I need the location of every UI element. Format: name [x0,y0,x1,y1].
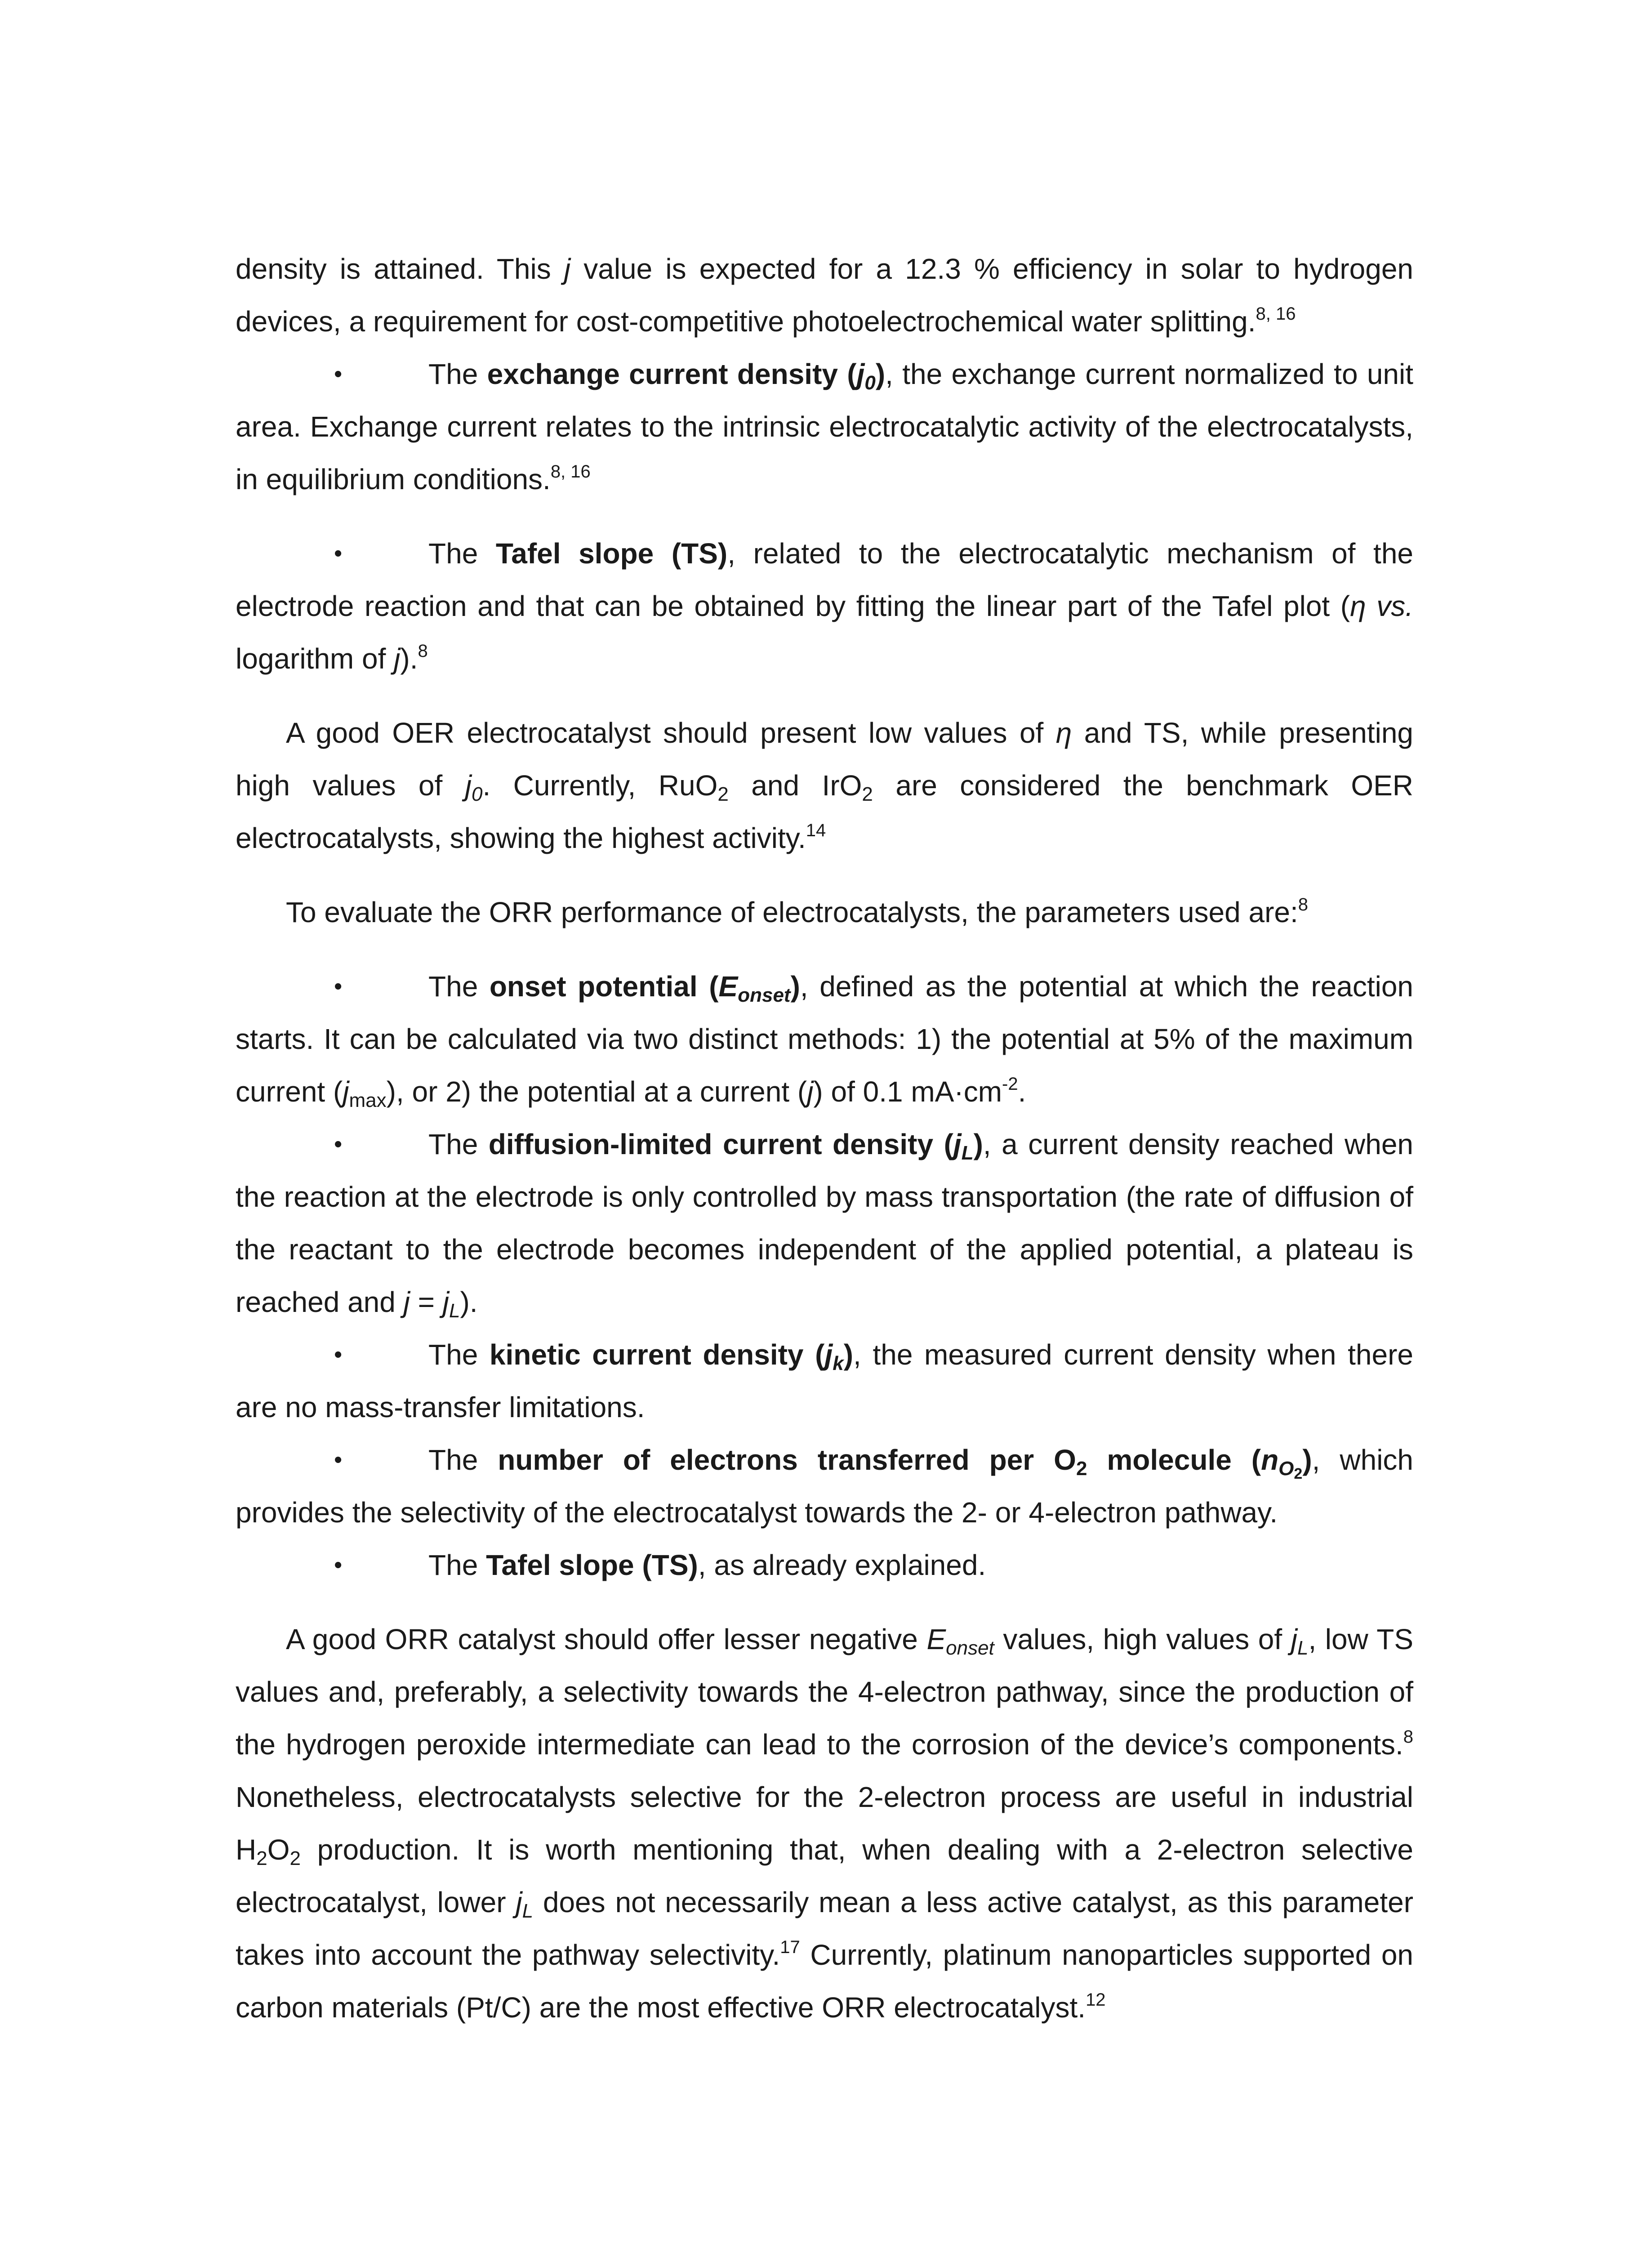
bullet-onset-potential: • The onset potential $(E_{onset})$, defined as the potential at which the reaction starts. It can be calculated via two distinct methods: 1) the potential at 5% of the maximum current $(j_{max})$, or 2) the potential at a current (j) of 0.1 $mA\cdot cm^{-2}$. [236,960,1413,1118]
bullet-icon: • [334,1342,343,1368]
bullet-tafel-slope-2: • The Tafel slope (TS), as already explained. [236,1539,1413,1592]
bullet-icon: • [334,1131,343,1157]
bullet-icon: • [334,973,343,999]
citation: 8, 16 [550,462,591,482]
paragraph-oer-criteria: A good OER electrocatalyst should present low values of η and TS, while presenting high values of $j_0$. Currently, RuO$_2$ and IrO$_2$ are considered the benchmark OER electrocatalysts, showing the highest activity.$^{14}$ [236,717,1414,854]
bullet-exchange-current-density: • The exchange current density $(j_0)$, the exchange current normalized to unit area. Exchange current relates to the intrinsic electrocatalytic activity of the electrocatalysts, in equilibrium conditions.$^{8, 16}$ [236,348,1413,506]
bullet-electrons-transferred: • The number of electrons transferred per $O_2$ molecule $(n_{O_2})$, which provides the selectivity of the electrocatalyst towards the 2- or 4-electron pathway. [236,1434,1413,1539]
document-page [236,0,1413,2248]
paragraph-orr-criteria: A good ORR catalyst should offer lesser negative $E_{onset}$ values, high values of $j_L$, low TS values and, preferably, a selectivity towards the 4-electron pathway, since the production of the hydrogen peroxide intermediate can lead to the corrosion of the device’s components.$^8$ Nonetheless, electrocatalysts selective for the 2-electron process are useful in industrial $H_2O_2$ production. It is worth mentioning that, when dealing with a 2-electron selective electrocatalyst, lower $j_L$ does not necessarily mean a less active catalyst, as this parameter takes into account the pathway selectivity.$^{17}$ Currently, platinum nanoparticles supported on carbon materials (Pt/C) are the most effective ORR electrocatalyst.$^{12}$ [236,1623,1414,2024]
citation: 17 [780,1937,800,1957]
citation: 8, 16 [1256,304,1296,324]
term-tafel-slope: Tafel slope (TS) [486,1549,698,1581]
citation: 8 [418,641,428,661]
bullet-icon: • [334,540,343,566]
bullet-icon: • [334,361,343,387]
citation: 8 [1403,1727,1413,1747]
term-exchange-current-density: exchange current density $(j_0)$ [487,358,886,394]
term-diffusion-limited-current-density: diffusion-limited current density $(j_L)$ [488,1128,983,1164]
term-kinetic-current-density: kinetic current density $(j_k)$ [489,1338,854,1374]
term-electrons-transferred: number of electrons transferred per $O_2$ molecule $(n_{O_2})$ [498,1444,1312,1482]
bullet-kinetic-current-density: • The kinetic current density $(j_k)$, the measured current density when there are no mass-transfer limitations. [236,1329,1413,1434]
bullet-icon: • [334,1552,343,1578]
body-text [236,243,1413,2034]
citation: 8 [1298,895,1309,914]
bullet-diffusion-limited-current: • The diffusion-limited current density $(j_L)$, a current density reached when the reaction at the electrode is only controlled by mass transportation (the rate of diffusion of the reactant to the electrode becomes independent of the applied potential, a plateau is reached and $j = j_L$). [236,1118,1413,1329]
bullet-tafel-slope: • The Tafel slope (TS), related to the electrocatalytic mechanism of the electrode reaction and that can be obtained by fitting the linear part of the Tafel plot (η vs. logarithm of j).$^8$ [236,527,1413,685]
citation: 12 [1086,1990,1106,2010]
paragraph-continuation: density is attained. This j value is expected for a 12.3 % efficiency in solar to hydrogen devices, a requirement for cost-competitive photoelectrochemical water splitting.$^{8, 16}$ [236,253,1413,338]
citation: 14 [806,821,826,840]
bullet-icon: • [334,1447,343,1473]
term-tafel-slope: Tafel slope (TS) [495,537,728,570]
paragraph-orr-intro: To evaluate the ORR performance of electrocatalysts, the parameters used are:$^8$ [286,895,1309,928]
term-onset-potential: onset potential $(E_{onset})$ [489,970,800,1006]
